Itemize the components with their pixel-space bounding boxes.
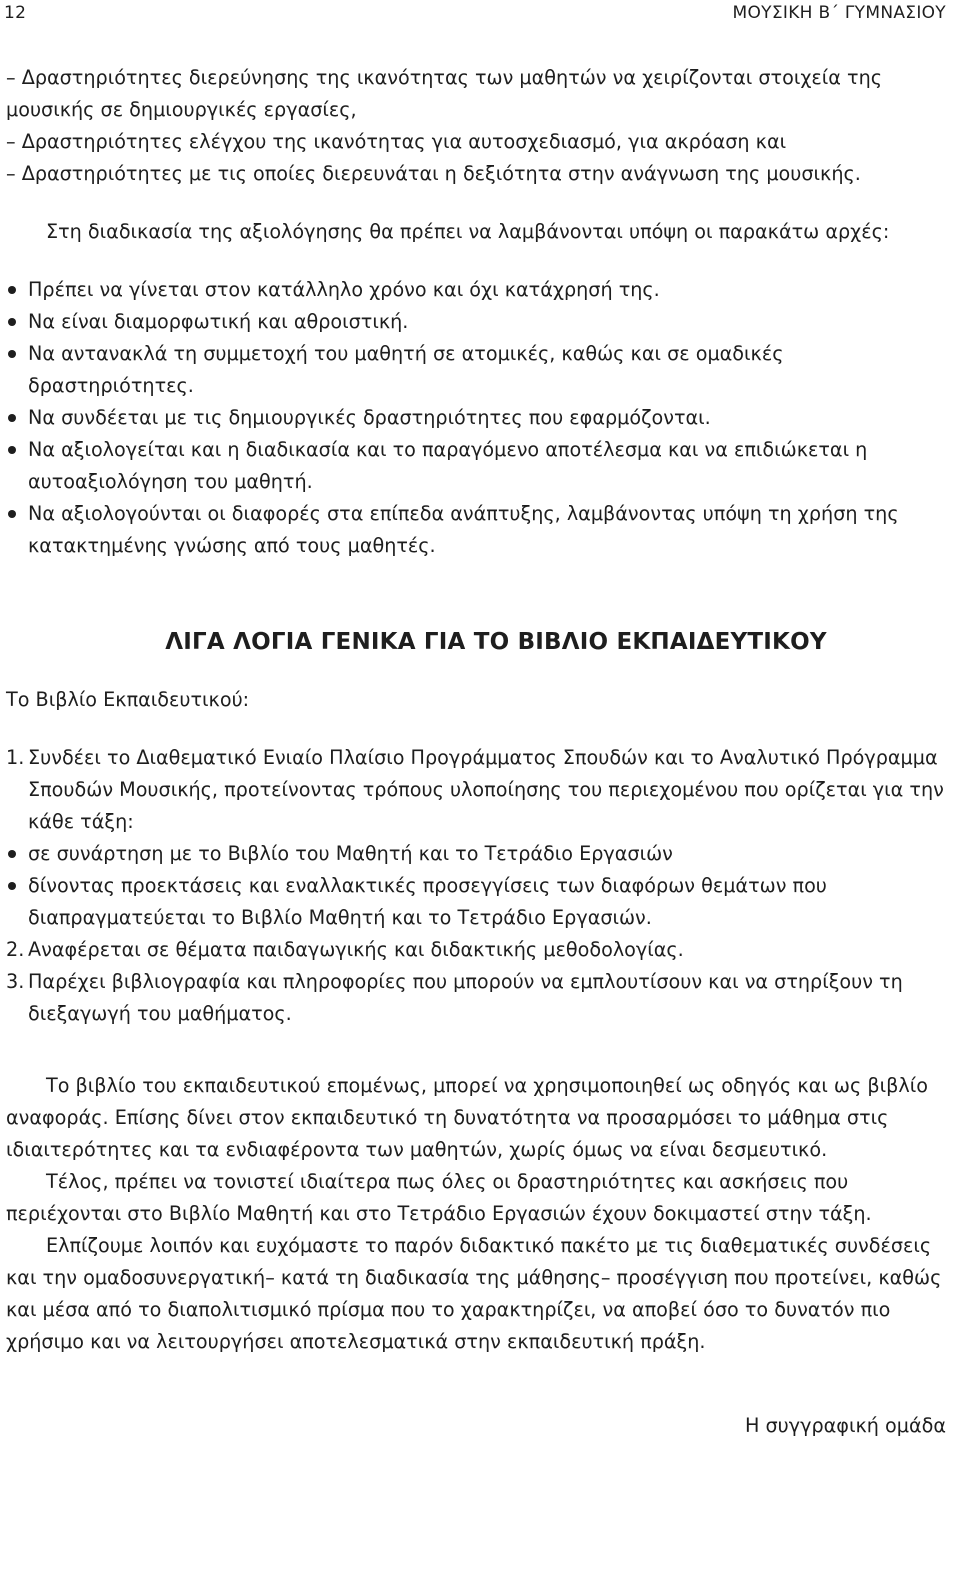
activity-item: – Δραστηριότητες με τις οποίες διερευνάται η δεξιότητα στην ανάγνωση της μουσικής. [6,162,861,185]
principle-item: Να αξιολογείται και η διαδικασία και το παραγόμενο αποτέλεσμα και να επιδιώκεται η αυτοαξιολόγηση του μαθητή. [6,434,946,498]
spacer [6,1358,946,1410]
point-text: Συνδέει το Διαθεματικό Ενιαίο Πλαίσιο Προγράμματος Σπουδών και το Αναλυτικό Πρόγραμμα Σπουδών Μουσικής, προτείνοντας τρόπους υλοποίησης του περιεχομένου που ορίζεται για την κάθε τάξη: [28,746,944,833]
page-header [4,0,946,26]
principle-item: Να αξιολογούνται οι διαφορές στα επίπεδα ανάπτυξης, λαμβάνοντας υπόψη τη χρήση της κατακτημένης γνώσης από τους μαθητές. [6,498,946,562]
page-number: 12 [4,3,27,23]
principle-item: Να είναι διαμορφωτική και αθροιστική. [6,306,946,338]
numbered-point [6,742,946,838]
closing-paragraph: Τέλος, πρέπει να τονιστεί ιδιαίτερα πως όλες οι δραστηριότητες και ασκήσεις που περιέχονται στο Βιβλίο Μαθητή και στο Τετράδιο Εργασιών έχουν δοκιμαστεί στην τάξη. [6,1170,872,1225]
spacer [6,1030,946,1070]
activity-item: – Δραστηριότητες ελέγχου της ικανότητας για αυτοσχεδιασμό, για ακρόαση και [6,130,787,153]
sub-bullet-item: σε συνάρτηση με το Βιβλίο του Μαθητή και το Τετράδιο Εργασιών [6,838,946,870]
page-content [6,62,946,1442]
sub-bullet-item: δίνοντας προεκτάσεις και εναλλακτικές προσεγγίσεις των διαφόρων θεμάτων που διαπραγματεύεται το Βιβλίο Μαθητή και το Τετράδιο Εργασιών. [6,870,946,934]
point-number: 2. [6,938,25,961]
closing-paragraph: Το βιβλίο του εκπαιδευτικού επομένως, μπορεί να χρησιμοποιηθεί ως οδηγός και ως βιβλίο αναφοράς. Επίσης δίνει στον εκπαιδευτικό τη δυνατότητα να προσαρμόσει το μάθημα στις ιδιαιτερότητες και τα ενδιαφέροντα των μαθητών, χωρίς όμως να είναι δεσμευτικό. [6,1074,928,1161]
principle-item: Να συνδέεται με τις δημιουργικές δραστηριότητες που εφαρμόζονται. [6,402,946,434]
numbered-point [6,934,946,966]
point-number: 1. [6,746,25,769]
spacer [6,190,946,216]
spacer [6,658,946,684]
point-text: Αναφέρεται σε θέματα παιδαγωγικής και διδακτικής μεθοδολογίας. [28,938,684,961]
principle-item: Να αντανακλά τη συμμετοχή του μαθητή σε ατομικές, καθώς και σε ομαδικές δραστηριότητες. [6,338,946,402]
closing-paragraph: Ελπίζουμε λοιπόν και ευχόμαστε το παρόν διδακτικό πακέτο με τις διαθεματικές συνδέσεις και την ομαδοσυνεργατική– κατά τη διαδικασία της μάθησης– προσέγγιση που προτείνει, καθώς και μέσα από το διαπολιτισμικό πρίσμα που το χαρακτηρίζει, να αποβεί όσο το δυνατόν πιο χρήσιμο και να λειτουργήσει αποτελεσματικά στην εκπαιδευτική πράξη. [6,1234,942,1353]
section-heading: ΛΙΓΑ ΛΟΓΙΑ ΓΕΝΙΚΑ ΓΙΑ ΤΟ ΒΙΒΛΙΟ ΕΚΠΑΙΔΕΥΤΙΚΟΥ [165,629,827,655]
numbered-point [6,966,946,1030]
running-title: ΜΟΥΣΙΚΗ Β΄ ΓΥΜΝΑΣΙΟΥ [732,3,946,23]
book-intro: Το Βιβλίο Εκπαιδευτικού: [6,688,250,711]
activity-item: – Δραστηριότητες διερεύνησης της ικανότητας των μαθητών να χειρίζονται στοιχεία της μουσικής σε δημιουργικές εργασίες, [6,66,883,121]
spacer [6,716,946,742]
point-text: Παρέχει βιβλιογραφία και πληροφορίες που μπορούν να εμπλουτίσουν και να στηρίξουν τη διεξαγωγή του μαθήματος. [28,970,903,1025]
spacer [6,248,946,274]
principle-item: Πρέπει να γίνεται στον κατάλληλο χρόνο και όχι κατάχρησή της. [6,274,946,306]
point-number: 3. [6,970,25,993]
signature: Η συγγραφική ομάδα [744,1414,946,1437]
spacer [6,562,946,626]
assessment-intro: Στη διαδικασία της αξιολόγησης θα πρέπει να λαμβάνονται υπόψη οι παρακάτω αρχές: [46,220,890,243]
